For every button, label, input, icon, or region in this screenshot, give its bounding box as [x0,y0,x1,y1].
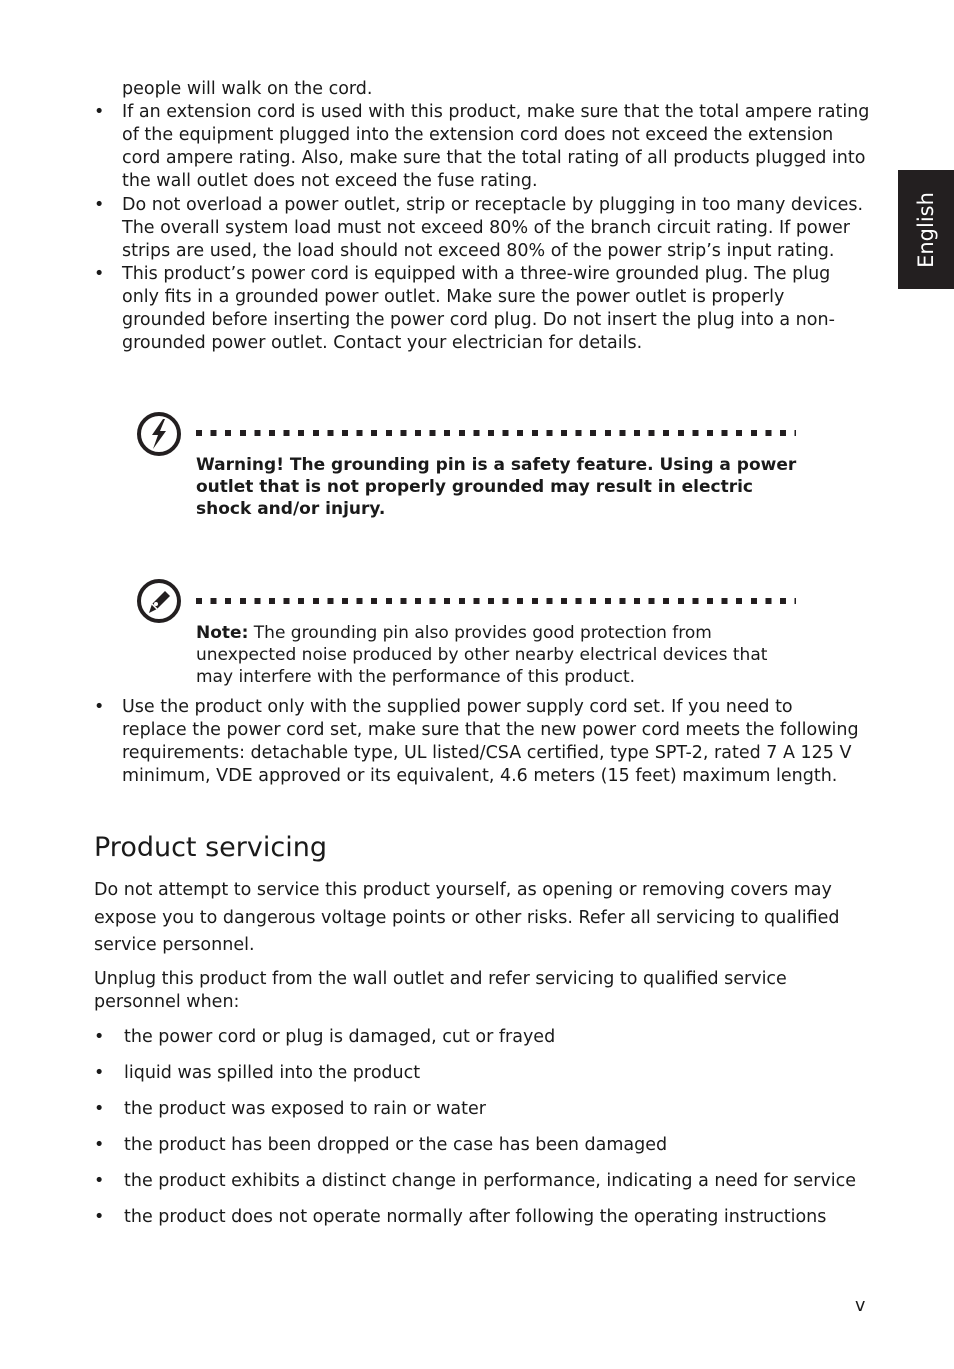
note-divider [196,598,796,604]
bullet-power-cord-set: Use the product only with the supplied power supply cord set. If you need to replace the power cord set, make sure that the new power cord meets the following requirements: detachable type, UL listed/CSA certified, type SPT-2, rated 7 A 125 V minimum, VDE approved or its equivalent, 4.6 meters (15 feet) maximum length. [122,697,859,786]
bullet-marker: • [94,1135,105,1155]
bullet-marker: • [94,1063,105,1083]
warning-lightning-icon [135,410,183,458]
bullet-marker: • [94,1207,105,1227]
note-block [196,622,767,688]
language-tab-label: English [914,191,938,268]
note-text: The grounding pin also provides good protection from unexpected noise produced by other nearby electrical devices that may interfere with the performance of this product. [196,623,768,687]
bullet-marker: • [94,1027,105,1047]
bullet-marker: • [94,264,105,284]
bullet-marker: • [94,195,105,215]
servicing-paragraph-1: Do not attempt to service this product yourself, as opening or removing covers may expose you to dangerous voltage points or other risks. Refer all servicing to qualified service personnel. [94,880,840,955]
list-item-text: the power cord or plug is damaged, cut or frayed [124,1027,556,1047]
bullet-extension-cord: If an extension cord is used with this product, make sure that the total ampere rating of the equipment plugged into the extension cord does not exceed the extension cord ampere rating. Also, make sure that the total rating of all products plugged into the wall outlet does not exceed the fuse rating. [122,102,870,191]
intro-continuation: people will walk on the cord. [122,79,373,99]
note-label: Note: [196,623,249,643]
bullet-marker: • [94,102,105,122]
list-item-text: the product does not operate normally after following the operating instructions [124,1207,827,1227]
list-item-text: the product was exposed to rain or water [124,1099,486,1119]
list-item-text: the product has been dropped or the case has been damaged [124,1135,668,1155]
language-tab [898,170,954,289]
note-pen-icon [135,577,183,625]
bullet-grounded-plug: This product’s power cord is equipped with a three-wire grounded plug. The plug only fits in a grounded power outlet. Make sure the power outlet is properly grounded before inserting the power cord plug. Do not insert the plug into a non- grounded power outlet. Contact your electrician for details. [122,264,835,353]
bullet-marker: • [94,1171,105,1191]
bullet-overload: Do not overload a power outlet, strip or receptacle by plugging in too many devices. The overall system load must not exceed 80% of the branch circuit rating. If power strips are used, the load should not exceed 80% of the power strip’s input rating. [122,195,864,261]
warning-text: Warning! The grounding pin is a safety feature. Using a power outlet that is not properly grounded may result in electric shock and/or injury. [196,455,797,519]
bullet-marker: • [94,697,105,717]
list-item-text: liquid was spilled into the product [124,1063,421,1083]
warning-divider [196,430,796,436]
bullet-marker: • [94,1099,105,1119]
section-heading: Product servicing [94,832,327,863]
servicing-paragraph-2: Unplug this product from the wall outlet and refer servicing to qualified service personnel when: [94,969,787,1012]
list-item-text: the product exhibits a distinct change in performance, indicating a need for service [124,1171,857,1191]
page-number: v [855,1296,866,1316]
